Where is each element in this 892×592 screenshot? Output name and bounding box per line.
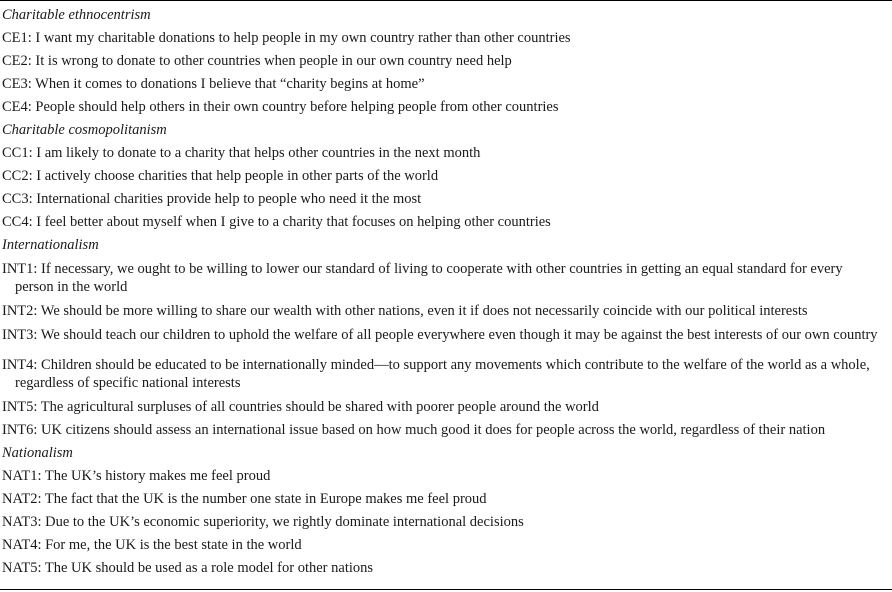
item-text: CE2: It is wrong to donate to other countries when people in our own country need help: [2, 53, 512, 69]
item-text: CE1: I want my charitable donations to help people in my own country rather than other countries: [2, 30, 571, 46]
item-ce3: [2, 73, 882, 96]
item-int5: [2, 396, 882, 419]
item-text: NAT1: The UK’s history makes me feel proud: [2, 468, 271, 484]
item-int4: [2, 353, 882, 396]
section-heading-charitable-ethnocentrism: Charitable ethnocentrism: [2, 7, 151, 23]
table-bottom-rule: [0, 589, 892, 590]
item-int3: [2, 323, 882, 353]
item-nat1: [2, 465, 882, 488]
item-text: NAT2: The fact that the UK is the number one state in Europe makes me feel proud: [2, 491, 487, 507]
item-nat2: [2, 488, 882, 511]
item-cc1: [2, 142, 882, 165]
item-text: INT3: We should teach our children to uphold the welfare of all people everywhere even though it may be against the best interests of our own country: [2, 327, 878, 343]
item-nat3: [2, 511, 882, 534]
item-text: CE3: When it comes to donations I believe that “charity begins at home”: [2, 76, 425, 92]
item-text: CC2: I actively choose charities that help people in other parts of the world: [2, 168, 439, 184]
item-text: CC4: I feel better about myself when I give to a charity that focuses on helping other countries: [2, 214, 551, 230]
item-nat4: [2, 534, 882, 557]
item-ce4: [2, 96, 882, 119]
section-heading-internationalism: Internationalism: [2, 237, 99, 253]
item-cc3: [2, 188, 882, 211]
item-nat5: [2, 557, 882, 580]
item-ce2: [2, 50, 882, 73]
item-text: CC3: International charities provide help to people who need it the most: [2, 191, 422, 207]
item-text: INT6: UK citizens should assess an international issue based on how much good it does for people across the world, regardless of their nation: [2, 422, 826, 438]
item-text: CE4: People should help others in their own country before helping people from other countries: [2, 99, 559, 115]
item-ce1: [2, 27, 882, 50]
item-cc4: [2, 211, 882, 234]
item-text: NAT3: Due to the UK’s economic superiority, we rightly dominate international decisions: [2, 514, 524, 530]
item-text: INT2: We should be more willing to share our wealth with other nations, even it if does not necessarily coincide with our political interests: [2, 303, 808, 319]
scale-items-table: [2, 4, 882, 580]
table-top-rule: [0, 0, 892, 1]
item-text: INT4: Children should be educated to be internationally minded—to support any movements which contribute to the welfare of the world as a whole, regardless of specific national interests: [2, 357, 870, 391]
section-heading-nationalism: Nationalism: [2, 445, 73, 461]
item-text: CC1: I am likely to donate to a charity that helps other countries in the next month: [2, 145, 481, 161]
item-int1: [2, 257, 882, 300]
item-text: NAT5: The UK should be used as a role model for other nations: [2, 560, 374, 576]
item-text: INT5: The agricultural surpluses of all countries should be shared with poorer people around the world: [2, 399, 599, 415]
item-int2: [2, 300, 882, 323]
item-int6: [2, 419, 882, 442]
item-text: INT1: If necessary, we ought to be willing to lower our standard of living to cooperate with other countries in getting an equal standard for every person in the world: [2, 261, 843, 295]
item-cc2: [2, 165, 882, 188]
item-text: NAT4: For me, the UK is the best state in the world: [2, 537, 302, 553]
section-heading-charitable-cosmopolitanism: Charitable cosmopolitanism: [2, 122, 167, 138]
